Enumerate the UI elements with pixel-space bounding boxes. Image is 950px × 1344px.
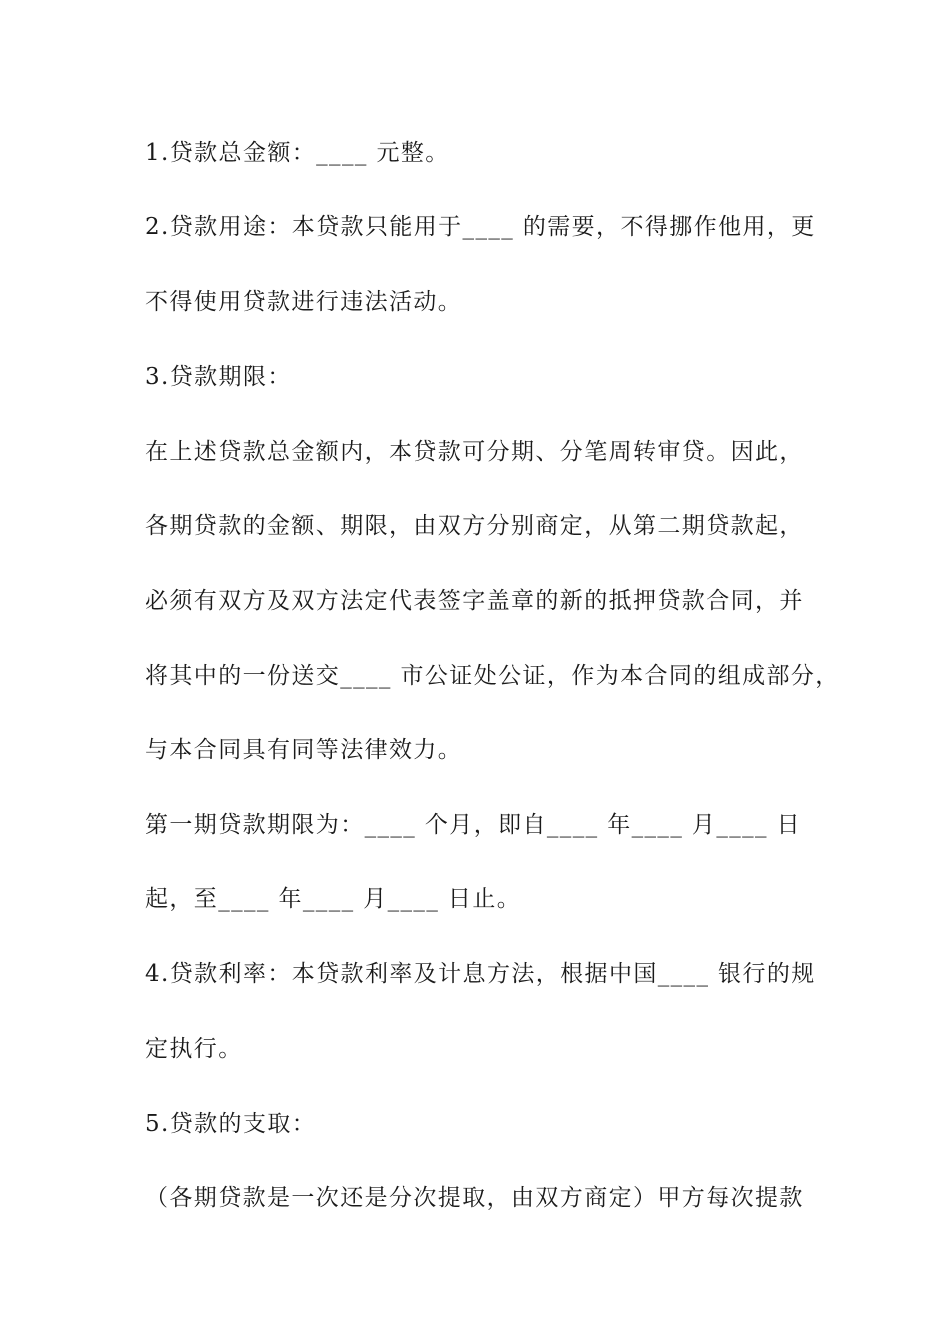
clause-1-total-amount: 1.贷款总金额：____ 元整。	[145, 140, 450, 166]
clause-3-term-heading: 3.贷款期限：	[145, 364, 292, 390]
clause-2-purpose-line-2: 不得使用贷款进行违法活动。	[145, 289, 463, 315]
clause-5-withdrawal-heading: 5.贷款的支取：	[145, 1111, 317, 1137]
first-period-term-line-1: 第一期贷款期限为：____ 个月，即自____ 年____ 月____ 日	[145, 812, 802, 838]
clause-2-purpose-line-1: 2.贷款用途：本贷款只能用于____ 的需要，不得挪作他用，更	[145, 214, 816, 240]
clause-3-term-paragraph-line-3: 必须有双方及双方法定代表签字盖章的新的抵押贷款合同，并	[145, 588, 804, 614]
first-period-term-line-2: 起，至____ 年____ 月____ 日止。	[145, 886, 522, 912]
clause-3-term-paragraph-line-1: 在上述贷款总金额内，本贷款可分期、分笔周转审贷。因此，	[145, 439, 804, 465]
clause-3-term-paragraph-line-5: 与本合同具有同等法律效力。	[145, 737, 463, 763]
clause-4-interest-rate-line-1: 4.贷款利率：本贷款利率及计息方法，根据中国____ 银行的规	[145, 961, 816, 987]
clause-4-interest-rate-line-2: 定执行。	[145, 1036, 243, 1062]
clause-5-withdrawal-paragraph: （各期贷款是一次还是分次提取，由双方商定）甲方每次提款	[145, 1185, 804, 1211]
clause-3-term-paragraph-line-4: 将其中的一份送交____ 市公证处公证，作为本合同的组成部分，	[145, 663, 840, 689]
clause-3-term-paragraph-line-2: 各期贷款的金额、期限，由双方分别商定，从第二期贷款起，	[145, 513, 804, 539]
